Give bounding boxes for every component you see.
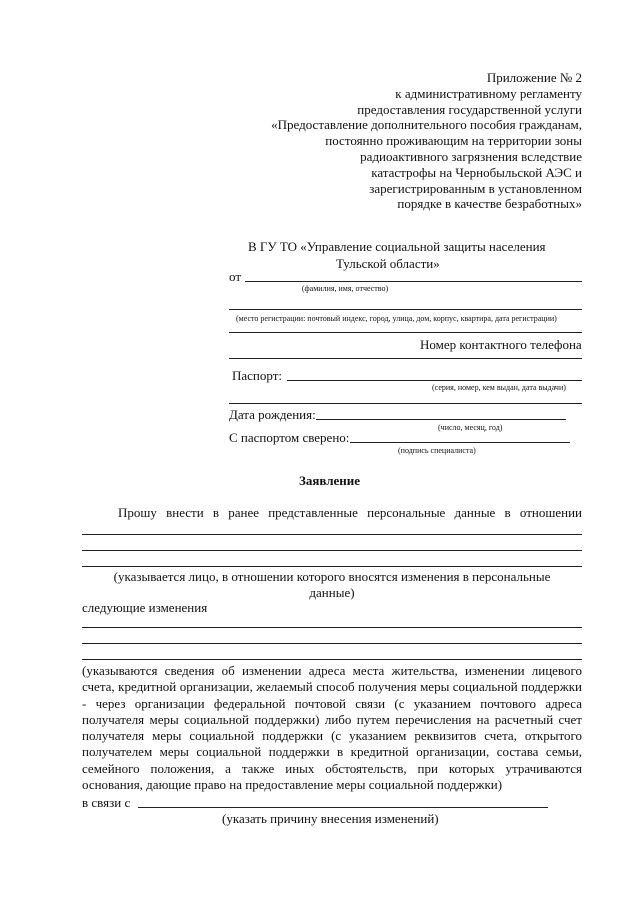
passport-field-2[interactable] [229,403,582,404]
addressee-line-1: В ГУ ТО «Управление социальной защиты населения [248,239,546,254]
birth-label: Дата рождения: [229,407,316,422]
reason-hint: (указать причину внесения изменений) [222,811,439,826]
request-text: Прошу внести в ранее представленные персональные данные в отношении [118,505,582,520]
appendix-line: катастрофы на Чернобыльской АЭС и [371,164,582,180]
appendix-line: предоставления государственной услуги [357,101,582,117]
phone-label: Номер контактного телефона [420,337,582,352]
reason-field[interactable] [138,807,548,808]
passport-label: Паспорт: [232,368,283,383]
registration-field-2[interactable] [229,332,582,333]
person-field-3[interactable] [82,566,582,567]
appendix-line: Приложение № 2 [486,70,582,85]
name-hint: (фамилия, имя, отчество) [301,284,389,293]
birth-field[interactable] [316,419,566,420]
registration-hint: (место регистрации: почтовый индекс, город, улица, дом, корпус, квартира, дата регистрации) [236,314,557,323]
birth-hint: (число, месяц, год) [438,423,503,432]
verified-label: С паспортом сверено: [229,430,350,445]
from-label: от [229,269,242,284]
person-field-2[interactable] [82,550,582,551]
passport-hint: (серия, номер, кем выдан, дата выдачи) [432,383,566,392]
appendix-line: постоянно проживающим на территории зоны [325,133,582,149]
appendix-line: к административному регламенту [395,85,582,101]
person-field-1[interactable] [82,534,582,535]
appendix-header [200,70,582,212]
changes-hint: (указываются сведения об изменении адреса места жительства, изменении лицевого счета, кредитной организации, желаемый способ получения меры социальной поддержки - через организации федеральной почтовой связи (с указанием почтового адреса получателя меры социальной поддержки) либо путем перечисления на расчетный счет получателя меры социальной поддержки (с указанием реквизитов счета, открытого получателем меры социальной поддержки в кредитной организации, состава семьи, семейного положения, а также иных обстоятельств, при которых утрачиваются основания, дающие право на предоставление меры социальной поддержки) [82,663,582,793]
changes-field-3[interactable] [82,659,582,660]
registration-field[interactable] [229,309,582,310]
person-hint-line-1: (указывается лицо, в отношении которого вносятся изменения в персональные [113,569,551,584]
reason-label: в связи с [82,795,131,810]
name-field[interactable] [245,281,582,282]
changes-field-1[interactable] [82,627,582,628]
addressee-line-2: Тульской области» [336,256,440,271]
changes-field-2[interactable] [82,643,582,644]
passport-field[interactable] [287,380,582,381]
statement-title: Заявление [299,473,361,488]
appendix-line: порядке в качестве безработных» [397,196,582,212]
phone-field[interactable] [229,358,582,359]
appendix-line: «Предоставление дополнительного пособия гражданам, [271,117,582,133]
changes-label: следующие изменения [82,600,208,615]
appendix-line: зарегистрированным в установленном [369,180,582,196]
verified-hint: (подпись специалиста) [398,446,476,455]
appendix-line: радиоактивного загрязнения вследствие [360,148,582,164]
specialist-signature-field[interactable] [350,442,570,443]
person-hint-line-2: данные) [309,585,355,600]
